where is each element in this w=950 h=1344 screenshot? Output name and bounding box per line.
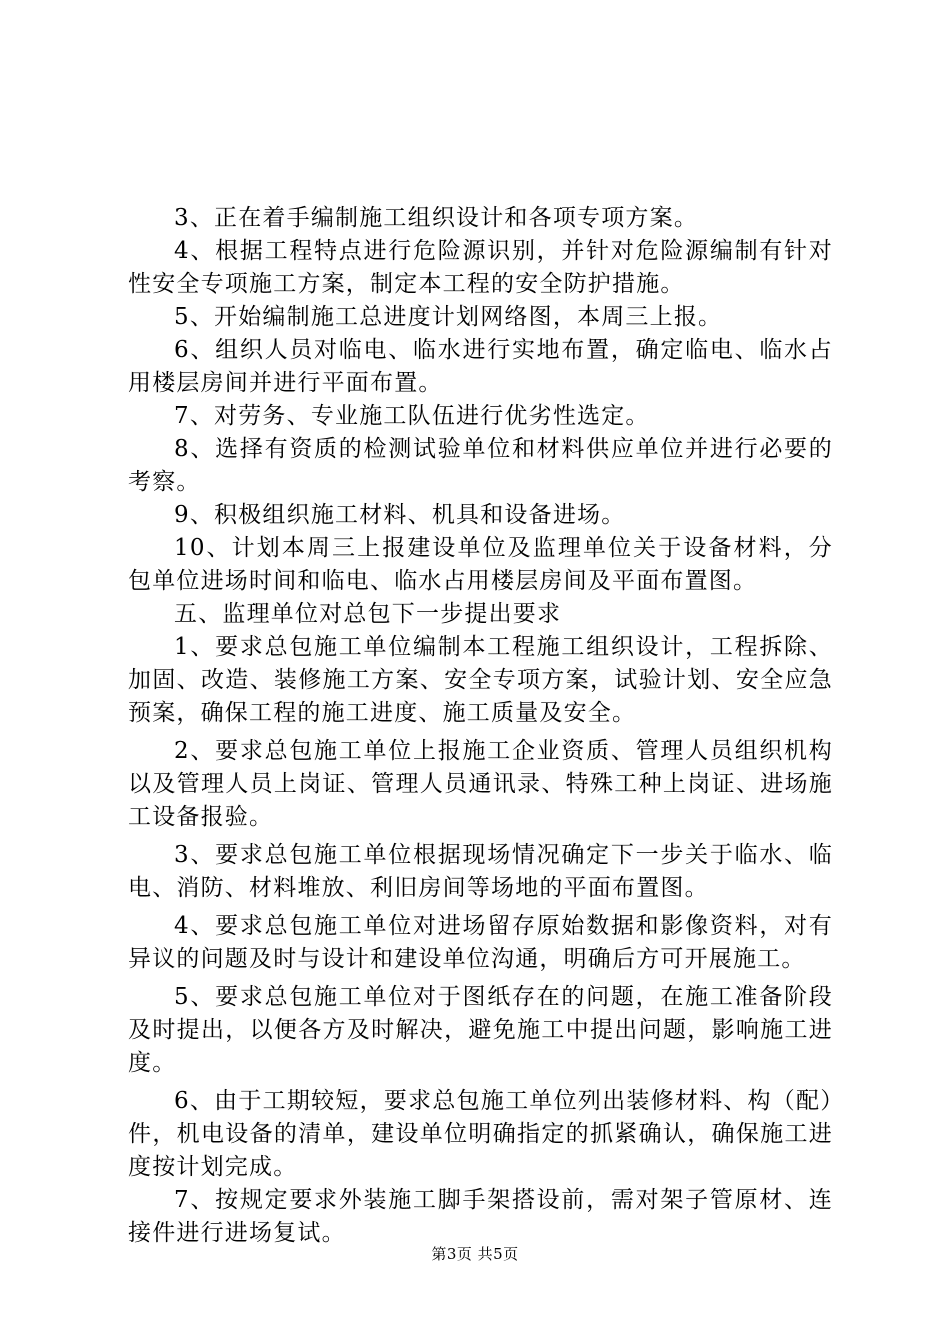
paragraph-item-5-schedule-network: 5、开始编制施工总进度计划网络图，本周三上报。 bbox=[174, 304, 723, 330]
requirement-item-7: 7、按规定要求外装施工脚手架搭设前，需对架子管原材、连接件进行进场复试。 bbox=[128, 1187, 833, 1246]
document-body bbox=[128, 202, 833, 1250]
paragraph-item-9-materials-entry: 9、积极组织施工材料、机具和设备进场。 bbox=[174, 502, 626, 528]
paragraph-item-7-contractor-selection: 7、对劳务、专业施工队伍进行优劣性选定。 bbox=[174, 403, 650, 429]
requirement-item-3: 3、要求总包施工单位根据现场情况确定下一步关于临水、临电、消防、材料堆放、利旧房间等场地的平面布置图。 bbox=[128, 842, 833, 901]
paragraph-item-8-testing-units: 8、选择有资质的检测试验单位和材料供应单位并进行必要的考察。 bbox=[128, 436, 833, 495]
requirement-item-4: 4、要求总包施工单位对进场留存原始数据和影像资料，对有异议的问题及时与设计和建设单位沟通，明确后方可开展施工。 bbox=[128, 913, 833, 972]
requirement-item-1: 1、要求总包施工单位编制本工程施工组织设计，工程拆除、加固、改造、装修施工方案、安全专项方案，试验计划、安全应急预案，确保工程的施工进度、施工质量及安全。 bbox=[128, 634, 833, 726]
section-heading-supervision-requirements: 五、监理单位对总包下一步提出要求 bbox=[174, 601, 562, 627]
requirement-item-2: 2、要求总包施工单位上报施工企业资质、管理人员组织机构以及管理人员上岗证、管理人员通讯录、特殊工种上岗证、进场施工设备报验。 bbox=[128, 738, 833, 830]
requirement-item-6: 6、由于工期较短，要求总包施工单位列出装修材料、构（配）件，机电设备的清单，建设单位明确指定的抓紧确认，确保施工进度按计划完成。 bbox=[128, 1088, 833, 1180]
paragraph-item-4-hazard-identification: 4、根据工程特点进行危险源识别，并针对危险源编制有针对性安全专项施工方案，制定本工程的安全防护措施。 bbox=[128, 238, 833, 297]
paragraph-item-3-drafting: 3、正在着手编制施工组织设计和各项专项方案。 bbox=[174, 205, 699, 231]
paragraph-item-6-temporary-utilities: 6、组织人员对临电、临水进行实地布置，确定临电、临水占用楼层房间并进行平面布置。 bbox=[128, 337, 833, 396]
paragraph-item-10-report-plan: 10、计划本周三上报建设单位及监理单位关于设备材料，分包单位进场时间和临电、临水占用楼层房间及平面布置图。 bbox=[128, 535, 833, 594]
page-number-footer: 第3页 共5页 bbox=[431, 1245, 519, 1263]
requirement-item-5: 5、要求总包施工单位对于图纸存在的问题，在施工准备阶段及时提出，以便各方及时解决，避免施工中提出问题，影响施工进度。 bbox=[128, 984, 833, 1076]
